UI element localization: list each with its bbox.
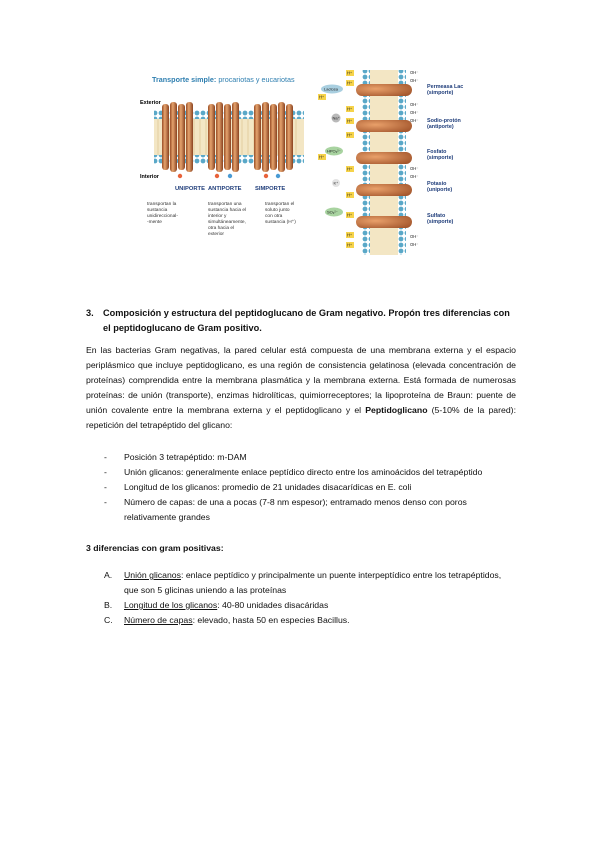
ion-h-7: H⁺	[319, 154, 325, 160]
ion-h-4: H⁺	[347, 106, 353, 112]
transporter-fosfato-type: (simporte)	[427, 155, 454, 161]
ion-h-9: H⁺	[347, 192, 353, 198]
desc-antiporte-4: simultáneamente,	[208, 220, 246, 225]
transporter-sulfato-name: Sulfato	[427, 213, 446, 219]
list-item-text: Longitud de los glicanos: promedio de 21 unidades disacarídicas en E. coli	[124, 482, 412, 492]
ion-h-2: H⁺	[347, 80, 353, 86]
desc-uniporte-2: sustancia	[147, 208, 168, 213]
list-item: - Número de capas: de una a pocas (7-8 nm espesor); entramado menos denso con poros relativamente grandes	[104, 497, 467, 522]
transporter-potasio-type: (uniporte)	[427, 187, 453, 193]
substrate-na: Na⁺	[332, 115, 340, 121]
question-text: Composición y estructura del peptidoglucano de Gram negativo. Propón tres diferencias con el peptidoglucano de Gram positivo.	[103, 308, 510, 333]
transporter-na-type: (antiporte)	[427, 124, 454, 130]
difference-label: Unión glicanos	[124, 570, 181, 580]
list-marker: B.	[104, 600, 113, 610]
difference-text: : elevado, hasta 50 en especies Bacillus.	[192, 615, 350, 625]
ion-oh-8: OH⁻	[410, 234, 419, 239]
paragraph-bold: Peptidoglicano	[365, 405, 428, 415]
differences-heading: 3 diferencias con gram positivas:	[86, 543, 224, 553]
type-antiporte: ANTIPORTE	[208, 186, 242, 192]
ion-oh-9: OH⁻	[410, 242, 419, 247]
list-item: - Longitud de los glicanos: promedio de 21 unidades disacarídicas en E. coli	[104, 482, 412, 492]
transporter-na-name: Sodio-protón	[427, 118, 461, 124]
transporter-fosfato-name: Fosfato	[427, 149, 447, 155]
desc-simporte-1: transportan el	[265, 202, 295, 207]
interior-label: Interior	[140, 174, 159, 180]
list-item: - Unión glicanos: generalmente enlace peptídico directo entre los aminoácidos del tetrapéptido	[104, 467, 483, 477]
desc-simporte-2: soluto junto	[265, 208, 290, 213]
desc-antiporte-3: interior y	[208, 214, 227, 219]
figure-title: Transporte simple: procariotas y eucariotas	[152, 75, 295, 84]
list-item-text: Número de capas: de una a pocas (7-8 nm espesor); entramado menos denso con poros relativamente grandes	[124, 497, 467, 522]
desc-uniporte-1: transportan la	[147, 202, 177, 207]
difference-text: : enlace peptídico y principalmente un puente interpeptídico entre los tetrapéptidos, que son 5 glicinas uniendo a las proteínas	[124, 570, 502, 595]
desc-antiporte-5: otra hacia el	[208, 226, 235, 231]
exterior-label: Exterior	[140, 100, 161, 106]
ion-h-12: H⁺	[347, 242, 353, 248]
substrate-so4: SO₄²⁻	[327, 209, 338, 215]
differences-list	[86, 568, 516, 628]
ion-oh-5: OH⁻	[410, 118, 419, 123]
paragraph-part2: (5-10% de la pared): repetición del tetrapéptido del glicano:	[86, 405, 516, 430]
substrate-hpo4: HPO₄²⁻	[327, 148, 341, 154]
transporter-lac-name: Permeasa Lac	[427, 84, 464, 90]
list-marker: A.	[104, 570, 113, 580]
list-item	[86, 613, 516, 628]
ion-oh-6: OH⁻	[410, 166, 419, 171]
difference-label: Número de capas	[124, 615, 193, 625]
ion-oh-2: OH⁻	[410, 78, 419, 83]
feature-list	[86, 450, 516, 525]
substrate-lactosa: Lactosa	[324, 86, 339, 92]
ion-oh-4: OH⁻	[410, 110, 419, 115]
list-item	[86, 598, 516, 613]
list-item: - Posición 3 tetrapéptido: m-DAM	[104, 452, 247, 462]
ion-oh-7: OH⁻	[410, 174, 419, 179]
type-simporte: SIMPORTE	[255, 186, 286, 192]
difference-label: Longitud de los glicanos	[124, 600, 218, 610]
list-item-text: Unión glicanos: generalmente enlace peptídico directo entre los aminoácidos del tetrapéptido	[124, 467, 483, 477]
question-number: 3.	[86, 308, 94, 318]
question-heading	[86, 306, 516, 336]
desc-antiporte-1: transportan una	[208, 202, 242, 207]
desc-uniporte-3: unidireccional-	[147, 214, 178, 219]
ion-h-6: H⁺	[347, 132, 353, 138]
simporte-protein	[254, 102, 293, 172]
ion-h-1: H⁺	[347, 70, 353, 76]
ion-h-10: H⁺	[347, 212, 353, 218]
desc-antiporte-2: sustancia hacia el	[208, 208, 247, 213]
substrate-k: K⁺	[333, 180, 339, 186]
desc-antiporte-6: exterior	[208, 232, 224, 237]
ion-h-8: H⁺	[347, 166, 353, 172]
difference-text: : 40-80 unidades disacáridas	[217, 600, 329, 610]
substrate-dots	[178, 174, 280, 178]
ion-oh-3: OH⁻	[410, 102, 419, 107]
list-item	[86, 568, 516, 598]
transporter-lac-type: (simporte)	[427, 90, 454, 96]
ion-oh-1: OH⁻	[410, 70, 419, 75]
paragraph-part1: En las bacterias Gram negativas, la pared celular está compuesta de una membrana externa y el espacio periplásmico que incluye peptidoglicano, es una región de consistencia gelatinosa (elevada concentración de proteínas) comprendida entre la membrana plasmática y la membrana externa. Está formada de numerosas proteínas: de unión (transporte), enzimas hidrolíticas, quimiorreceptores; la lipoproteína de Braun: puente de unión covalente entre la membrana externa y el peptidoglicano y el	[86, 345, 516, 415]
ion-h-3: H⁺	[319, 94, 325, 100]
membrane-transport-figure	[140, 62, 470, 262]
list-marker: C.	[104, 615, 113, 625]
ion-h-5: H⁺	[347, 118, 353, 124]
desc-simporte-4: sustancia (H⁺)	[265, 220, 296, 225]
list-item-text: Posición 3 tetrapéptido: m-DAM	[124, 452, 247, 462]
type-uniporte: UNIPORTE	[175, 186, 205, 192]
body-paragraph	[86, 343, 516, 433]
transporter-sulfato-type: (simporte)	[427, 219, 454, 225]
desc-uniporte-4: -mente	[147, 220, 162, 225]
ion-h-11: H⁺	[347, 232, 353, 238]
transporter-potasio-name: Potasio	[427, 181, 447, 187]
desc-simporte-3: con otra	[265, 214, 283, 219]
